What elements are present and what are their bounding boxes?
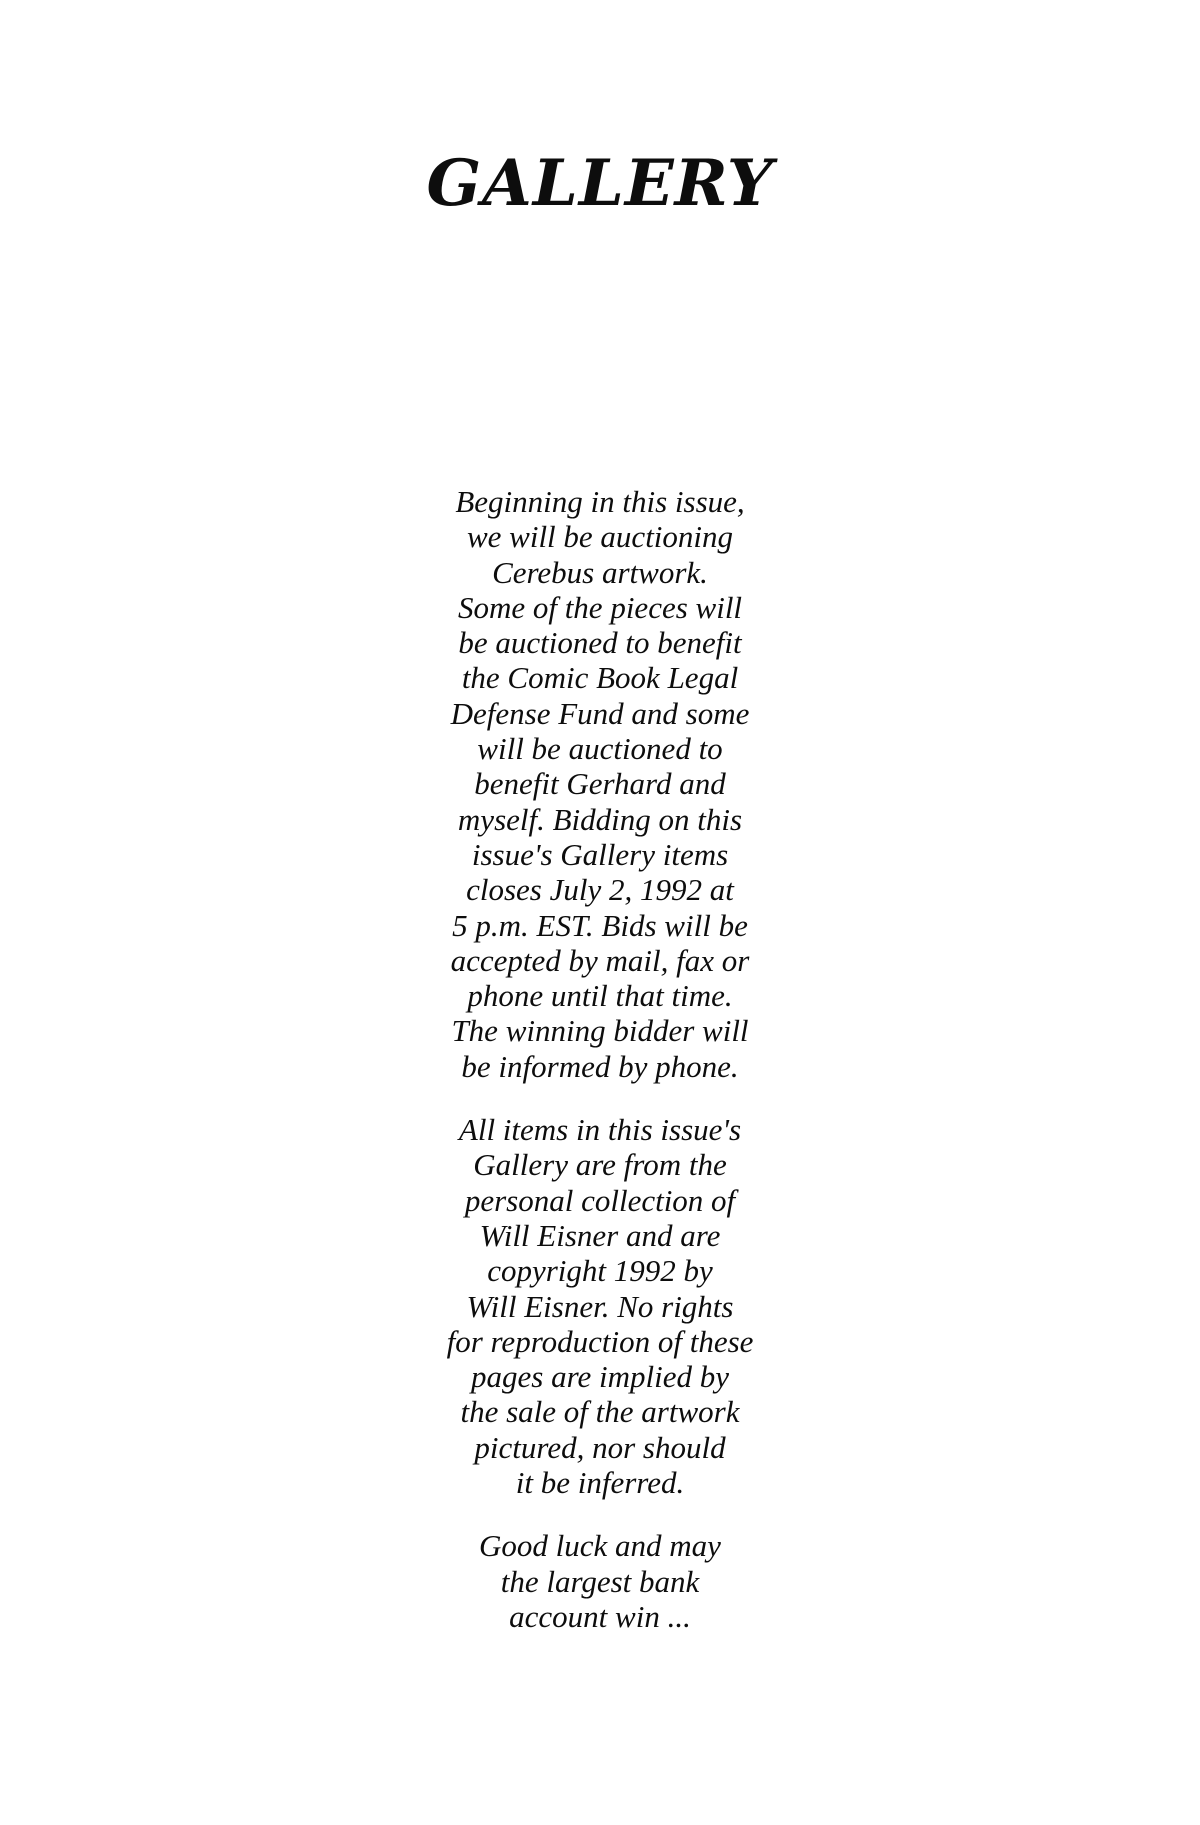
text-line: be informed by phone. (461, 1048, 739, 1084)
text-line: the largest bank (500, 1563, 700, 1599)
text-line: issue's Gallery items (471, 836, 729, 872)
text-line: Will Eisner. No rights (466, 1288, 734, 1324)
text-line: for reproduction of these (446, 1323, 754, 1359)
text-line: phone until that time. (467, 978, 733, 1014)
text-line: the Comic Book Legal (461, 660, 739, 696)
text-line: All items in this issue's (458, 1112, 742, 1148)
paragraph-collection-notice (400, 1112, 800, 1500)
text-line: Defense Fund and some (450, 695, 750, 731)
text-line: we will be auctioning (466, 519, 734, 555)
paragraph-auction-intro (400, 484, 800, 1084)
text-line: Will Eisner and are (479, 1217, 721, 1253)
text-line: The winning bidder will (451, 1013, 749, 1049)
text-line: personal collection of (464, 1182, 736, 1218)
text-line: Cerebus artwork. (492, 554, 708, 590)
text-line: Good luck and may (479, 1528, 721, 1564)
text-line: closes July 2, 1992 at (466, 872, 734, 908)
body-text (400, 484, 800, 1662)
text-line: pages are implied by (471, 1359, 729, 1395)
text-line: it be inferred. (515, 1465, 685, 1501)
text-line: pictured, nor should (474, 1429, 726, 1465)
text-line: will be auctioned to (477, 731, 723, 767)
text-line: the sale of the artwork (460, 1394, 740, 1430)
text-line: 5 p.m. EST. Bids will be (452, 907, 748, 943)
text-line: myself. Bidding on this (457, 801, 743, 837)
text-line: accepted by mail, fax or (450, 942, 750, 978)
text-line: Some of the pieces will (457, 589, 743, 625)
text-line: be auctioned to benefit (458, 625, 742, 661)
paragraph-closing (400, 1528, 800, 1634)
page-title: GALLERY (426, 146, 774, 221)
text-line: Beginning in this issue, (455, 484, 745, 519)
text-line: benefit Gerhard and (474, 766, 726, 802)
text-line: Gallery are from the (473, 1147, 727, 1183)
text-line: copyright 1992 by (487, 1253, 713, 1289)
text-line: account win ... (509, 1598, 691, 1634)
